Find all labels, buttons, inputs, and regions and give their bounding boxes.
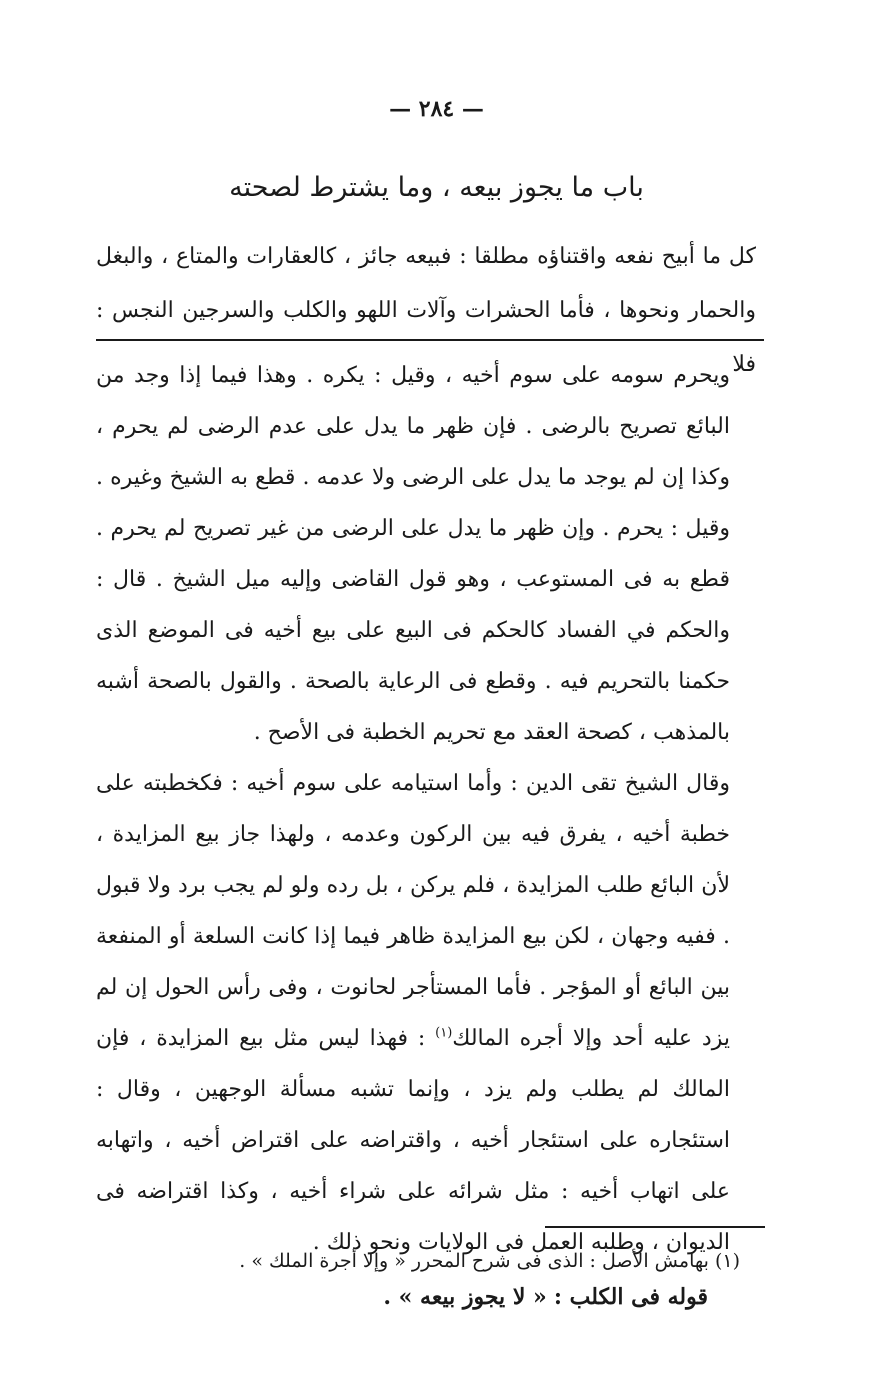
footnote-marker[interactable]: (١) xyxy=(435,1025,453,1041)
commentary-paragraph-2-part-2: : فهذا ليس مثل بيع المزايدة ، فإن المالك لم يطلب ولم يزد ، وإنما تشبه مسألة الوجهين ، وقال : استئجاره على استئجار أخيه ، واقتراضه على اقتراض أخيه ، واتهابه على اتهاب أخيه : مثل شرائه على شراء أخيه ، وكذا اقتراضه فى الديوان ، وطلبه العمل فى الولايات ونحو ذلك . xyxy=(96,1026,730,1255)
commentary-paragraph-2 xyxy=(96,758,756,1268)
page-number: — ٢٨٤ — xyxy=(389,96,484,122)
chapter-title: باب ما يجوز بيعه ، وما يشترط لصحته xyxy=(229,172,644,203)
commentary-paragraph-2-part-1: وقال الشيخ تقى الدين : وأما استيامه على سوم أخيه : فكخطبته على خطبة أخيه ، يفرق فيه بين الركون وعدمه ، ولهذا جاز بيع المزايدة ، لأن البائع طلب المزايدة ، فلم يركن ، بل رده ولو لم يجب برد ولا قبول . ففيه وجهان ، لكن بيع المزايدة ظاهر فيما إذا كانت السلعة أو المنفعة بين البائع أو المؤجر . فأما المستأجر لحانوت ، وفى رأس الحول إن لم يزد عليه أحد وإلا أجره المالك xyxy=(96,771,730,1051)
commentary-quote: « لا يجوز بيعه » . xyxy=(383,1284,547,1310)
footnote-divider xyxy=(545,1226,765,1228)
footnote: (١) بهامش الأصل : الذى فى شرح المحرر « وإلا أجرة الملك » . xyxy=(239,1250,740,1272)
commentary-quote-label: قوله فى الكلب : xyxy=(553,1284,708,1310)
main-divider xyxy=(96,339,764,341)
commentary xyxy=(96,350,756,1323)
commentary-paragraph-3 xyxy=(96,1272,756,1323)
main-text: كل ما أبيح نفعه واقتناؤه مطلقا : فبيعه جائز ، كالعقارات والمتاع ، والبغل والحمار ونحوها ، فأما الحشرات وآلات اللهو والكلب والسرجين النجس : فلا xyxy=(96,244,756,377)
commentary-paragraph-1: ويحرم سومه على سوم أخيه ، وقيل : يكره . وهذا فيما إذا وجد من البائع تصريح بالرضى . فإن ظهر ما يدل على عدم الرضى لم يحرم ، وكذا إن لم يوجد ما يدل على الرضى ولا عدمه . قطع به الشيخ وغيره . وقيل : يحرم . وإن ظهر ما يدل على الرضى من غير تصريح لم يحرم . قطع به فى المستوعب ، وهو قول القاضى وإليه ميل الشيخ . قال : والحكم في الفساد كالحكم فى البيع على بيع أخيه فى الموضع الذى حكمنا بالتحريم فيه . وقطع فى الرعاية بالصحة . والقول بالصحة أشبه بالمذهب ، كصحة العقد مع تحريم الخطبة فى الأصح . xyxy=(96,363,730,745)
